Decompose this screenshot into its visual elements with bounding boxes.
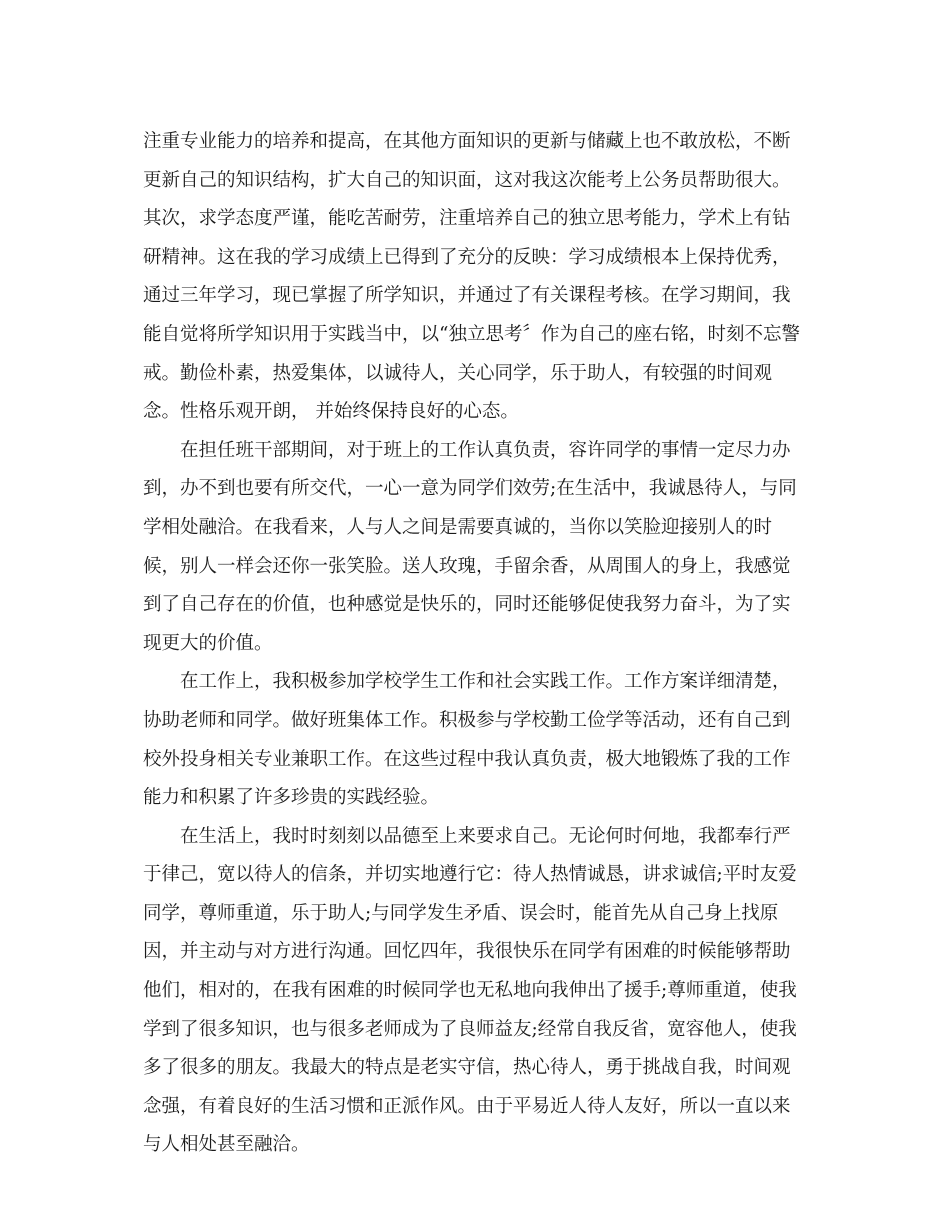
text-line: 在担任班干部期间，对于班上的工作认真负责，容许同学的事情一定尽力办: [143, 439, 791, 461]
text-line: 他们，相对的，在我有困难的时候同学也无私地向我伸出了援手;尊师重道，使我: [143, 980, 797, 1002]
paragraph: [143, 818, 807, 1165]
text-line: 更新自己的知识结构，扩大自己的知识面，这对我这次能考上公务员帮助很大。: [143, 169, 791, 191]
text-line: 通过三年学习，现已掌握了所学知识，并通过了有关课程考核。在学习期间，我: [143, 285, 791, 307]
text-line: 因，并主动与对方进行沟通。回忆四年，我很快乐在同学有困难的时候能够帮助: [143, 941, 791, 963]
text-line: 其次，求学态度严谨，能吃苦耐劳，注重培养自己的独立思考能力，学术上有钻: [143, 208, 791, 230]
document-body: [143, 123, 807, 1165]
text-line: 同学，尊师重道，乐于助人;与同学发生矛盾、误会时，能首先从自己身上找原: [143, 902, 779, 924]
text-line: 协助老师和同学。做好班集体工作。积极参与学校勤工俭学等活动，还有自己到: [143, 709, 791, 731]
text-line: 候，别人一样会还你一张笑脸。送人玫瑰，手留余香，从周围人的身上，我感觉: [143, 555, 791, 577]
text-line: 到了自己存在的价值，也种感觉是快乐的，同时还能够促使我努力奋斗，为了实: [143, 594, 791, 616]
text-line: 学相处融洽。在我看来，人与人之间是需要真诚的，当你以笑脸迎接别人的时: [143, 516, 773, 538]
text-line: 注重专业能力的培养和提高，在其他方面知识的更新与储藏上也不敢放松，不断: [143, 131, 791, 152]
paragraph: [143, 432, 807, 664]
text-line: 现更大的价值。: [143, 632, 273, 654]
text-line: 能力和积累了许多珍贵的实践经验。: [143, 787, 440, 809]
paragraph: [143, 663, 807, 817]
text-line: 与人相处甚至融洽。: [143, 1134, 310, 1156]
text-line: 到，办不到也要有所交代，一心一意为同学们效劳;在生活中，我诚恳待人，与同: [143, 478, 797, 500]
text-line: 学到了很多知识，也与很多老师成为了良师益友;经常自我反省，宽容他人，使我: [143, 1018, 797, 1040]
text-line: 多了很多的朋友。我最大的特点是老实守信，热心待人，勇于挑战自我，时间观: [143, 1057, 791, 1079]
paragraph: [143, 123, 807, 432]
text-line: 在生活上，我时时刻刻以品德至上来要求自己。无论何时何地，我都奉行严: [143, 825, 791, 847]
text-line: 研精神。这在我的学习成绩上已得到了充分的反映：学习成绩根本上保持优秀，: [143, 246, 791, 268]
text-line: 在工作上，我积极参加学校学生工作和社会实践工作。工作方案详细清楚，: [143, 671, 791, 693]
text-line: 校外投身相关专业兼职工作。在这些过程中我认真负责，极大地锻炼了我的工作: [143, 748, 791, 770]
text-line: 念。性格乐观开朗， 并始终保持良好的心态。: [143, 401, 519, 423]
text-line: 能自觉将所学知识用于实践当中，以“独立思考〞作为自己的座右铭，时刻不忘警: [143, 323, 800, 345]
text-line: 念强，有着良好的生活习惯和正派作风。由于平易近人待人友好，所以一直以来: [143, 1095, 791, 1117]
text-line: 戒。勤俭朴素，热爱集体，以诚待人，关心同学，乐于助人，有较强的时间观: [143, 362, 773, 384]
text-line: 于律己，宽以待人的信条，并切实地遵行它：待人热情诚恳，讲求诚信;平时友爱: [143, 864, 797, 886]
